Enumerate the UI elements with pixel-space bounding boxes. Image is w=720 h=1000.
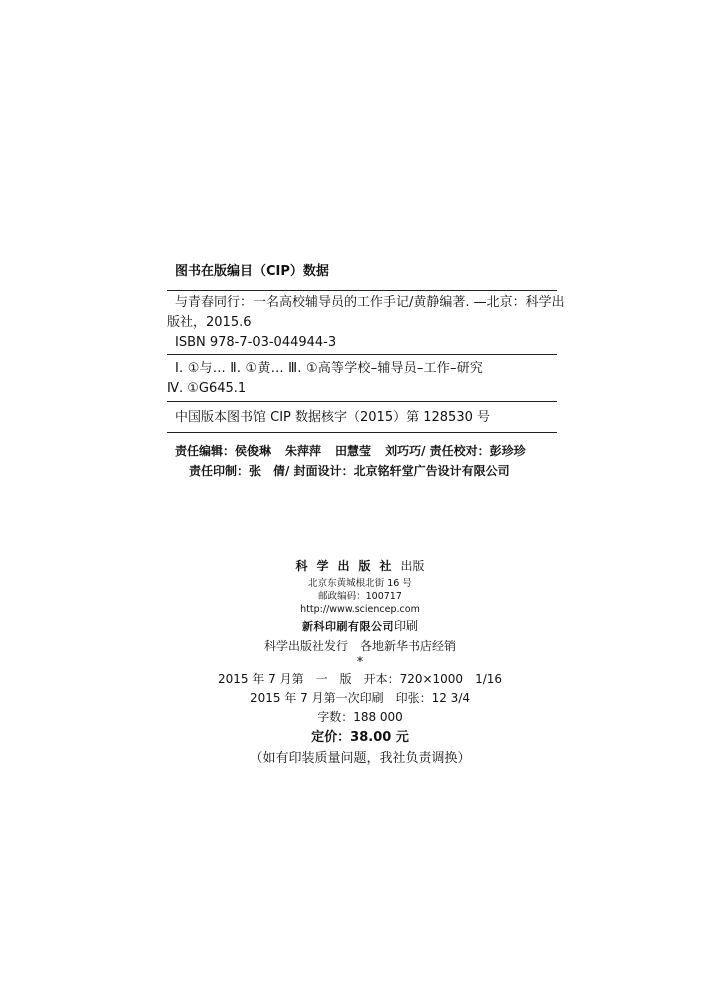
print-supervisor-name: 张 倩	[249, 464, 286, 478]
cip-description-line-1: 与青春同行：一名高校辅导员的工作手记/黄静编著. —北京：科学出	[175, 295, 565, 310]
printer-line	[200, 616, 520, 637]
editor-credits-line	[167, 441, 557, 461]
cover-designer-name: 北京铭轩堂广告设计有限公司	[353, 464, 510, 478]
separator-star: *	[356, 655, 364, 670]
proofreader-name: 彭珍珍	[489, 444, 526, 458]
cip-title: 图书在版编目（CIP）数据	[175, 264, 329, 279]
cip-isbn: ISBN 978-7-03-044944-3	[175, 335, 337, 350]
printer-suffix: 印刷	[393, 619, 418, 633]
editor-name: 侯俊琳	[235, 444, 272, 458]
imprint-block	[200, 556, 520, 769]
editor-name: 田慧莹	[335, 444, 372, 458]
print-supervisor-label: 责任印制：	[189, 464, 250, 478]
edition-line: 2015 年 7 月第 一 版 开本：720×1000 1/16	[217, 672, 503, 686]
staff-credits	[167, 433, 557, 481]
cip-description-line-2: 版社，2015.6	[167, 315, 252, 330]
publisher-line	[200, 556, 520, 577]
editor-name: 刘巧巧	[385, 444, 422, 458]
cip-data-block	[167, 262, 565, 481]
printing-line: 2015 年 7 月第一次印刷 印张：12 3/4	[249, 691, 470, 705]
cip-classification-line-1: Ⅰ. ①与… Ⅱ. ①黄… Ⅲ. ①高等学校–辅导员–工作–研究	[175, 361, 484, 376]
cover-design-label: / 封面设计：	[285, 464, 354, 478]
publisher-address: 北京东黄城根北街 16 号	[308, 578, 412, 589]
word-count-line: 字数：188 000	[317, 710, 403, 724]
proofreader-label: / 责任校对：	[421, 444, 490, 458]
editor-name: 朱萍萍	[285, 444, 322, 458]
printer-name: 新科印刷有限公司	[301, 620, 394, 633]
publisher-name: 科学出版社	[295, 559, 401, 573]
website: http://www.sciencep.com	[300, 604, 420, 615]
cip-core-number: 中国版本图书馆 CIP 数据核字（2015）第 128530 号	[175, 410, 490, 425]
editors-label: 责任编辑：	[175, 444, 236, 458]
quality-notice: （如有印装质量问题，我社负责调换）	[249, 751, 471, 766]
distribution-line: 科学出版社发行 各地新华书店经销	[263, 639, 456, 653]
production-credits-line	[167, 461, 557, 481]
postcode: 邮政编码：100717	[318, 591, 402, 602]
cip-description	[167, 291, 565, 354]
price-line: 定价：38.00 元	[311, 730, 409, 745]
cip-classification-line-2: Ⅳ. ①G645.1	[167, 381, 247, 396]
publisher-suffix: 出版	[400, 559, 425, 573]
cip-classification	[167, 355, 557, 401]
